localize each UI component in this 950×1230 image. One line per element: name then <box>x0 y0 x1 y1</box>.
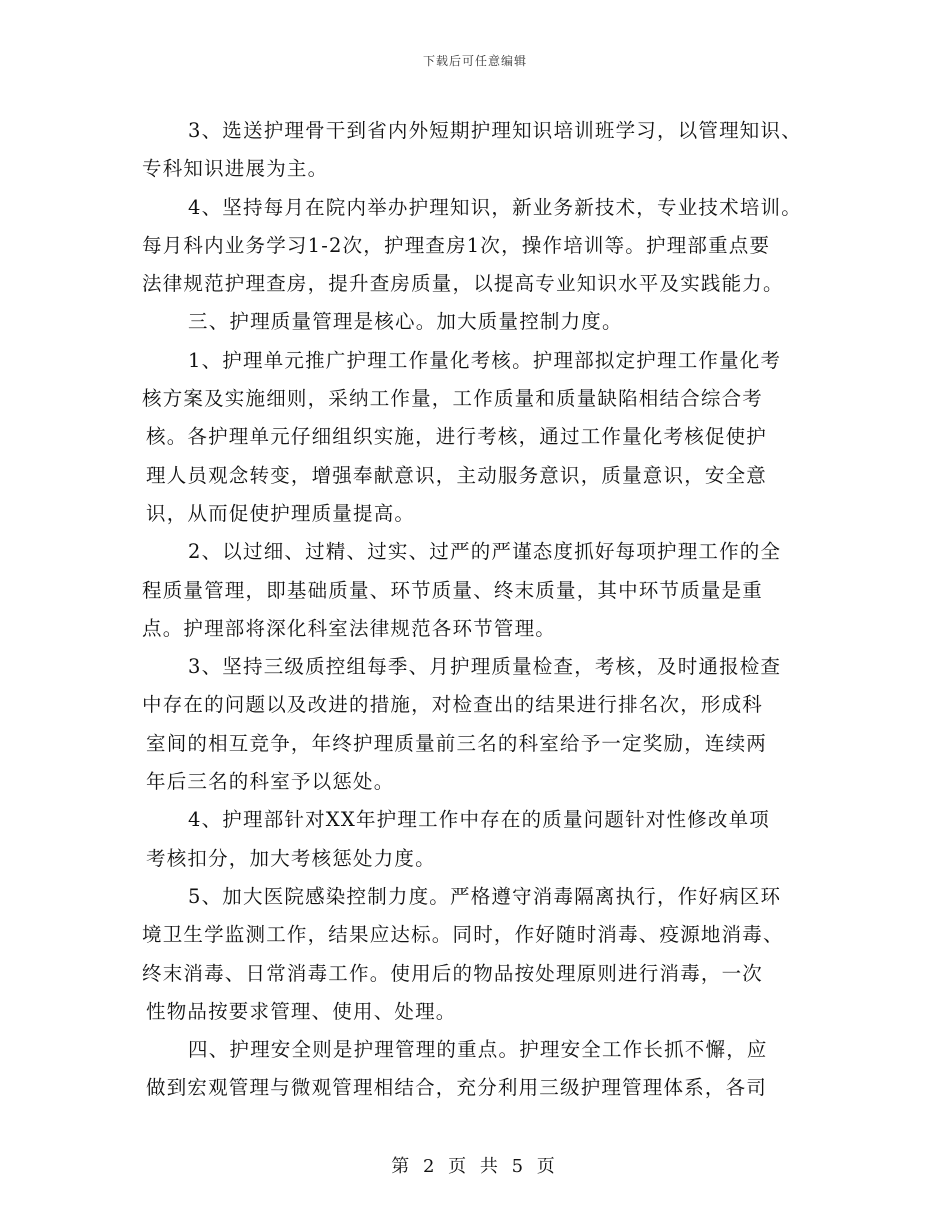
body-line: 理人员观念转变，增强奉献意识，主动服务意识，质量意识，安全意 <box>146 463 768 487</box>
body-line: 核方案及实施细则，采纳工作量，工作质量和质量缺陷相结合综合考 <box>142 387 764 411</box>
section-heading: 三、护理质量管理是核心。加大质量控制力度。 <box>188 310 623 334</box>
body-line: 年后三名的科室予以惩处。 <box>146 770 395 794</box>
body-line: 4、护理部针对XX年护理工作中存在的质量问题针对性修改单项 <box>188 808 770 832</box>
page-number-footer: 第 2 页 共 5 页 <box>391 1156 559 1177</box>
body-line: 室间的相互竞争，年终护理质量前三名的科室给予一定奖励，连续两 <box>146 731 768 755</box>
body-line: 程质量管理，即基础质量、环节质量、终末质量，其中环节质量是重 <box>142 578 764 602</box>
body-line: 法律规范护理查房，提升查房质量，以提高专业知识水平及实践能力。 <box>142 272 784 296</box>
body-line: 3、坚持三级质控组每季、月护理质量检查，考核，及时通报检查 <box>188 655 782 679</box>
body-line: 中存在的问题以及改进的措施，对检查出的结果进行排名次，形成科 <box>142 693 764 717</box>
body-line: 4、坚持每月在院内举办护理知识，新业务新技术，专业技术培训。 <box>188 195 802 219</box>
body-line: 做到宏观管理与微观管理相结合，充分利用三级护理管理体系，各司 <box>146 1076 768 1100</box>
body-line: 1、护理单元推广护理工作量化考核。护理部拟定护理工作量化考 <box>188 348 782 372</box>
body-line: 点。护理部将深化科室法律规范各环节管理。 <box>142 616 557 640</box>
body-line: 终末消毒、日常消毒工作。使用后的物品按处理原则进行消毒，一次 <box>142 961 764 985</box>
body-line: 3、选送护理骨干到省内外短期护理知识培训班学习，以管理知识、 <box>188 119 802 142</box>
body-line: 识，从而促使护理质量提高。 <box>146 501 416 525</box>
document-body <box>142 112 818 1108</box>
section-heading: 四、护理安全则是护理管理的重点。护理安全工作长抓不懈，应 <box>188 1038 768 1062</box>
page-header: 下载后可任意编辑 <box>422 54 527 68</box>
body-line: 性物品按要求管理、使用、处理。 <box>146 999 457 1023</box>
body-line: 5、加大医院感染控制力度。严格遵守消毒隔离执行，作好病区环 <box>188 884 782 908</box>
body-line: 核。各护理单元仔细组织实施，进行考核，通过工作量化考核促使护 <box>146 425 768 449</box>
body-line: 每月科内业务学习1-2次，护理查房1次，操作培训等。护理部重点要 <box>142 233 771 257</box>
body-line: 专科知识进展为主。 <box>142 157 329 181</box>
body-line: 境卫生学监测工作，结果应达标。同时，作好随时消毒、疫源地消毒、 <box>142 923 784 947</box>
body-line: 考核扣分，加大考核惩处力度。 <box>146 846 436 870</box>
body-line: 2、以过细、过精、过实、过严的严谨态度抓好每项护理工作的全 <box>188 540 782 564</box>
